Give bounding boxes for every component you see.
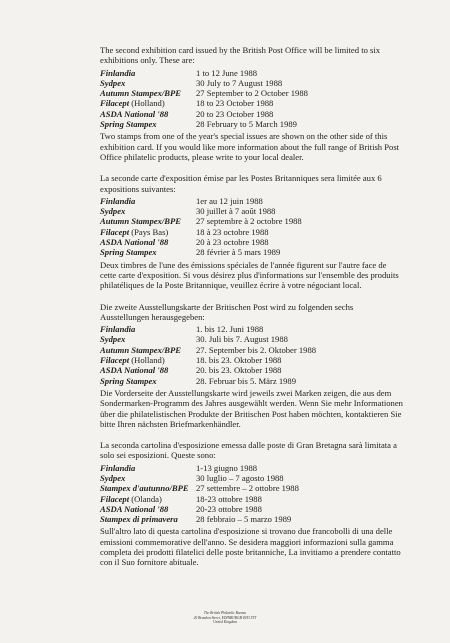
exhibition-dates: 30 luglio – 7 agosto 1988 <box>196 472 284 483</box>
exhibition-dates: 20-23 ottobre 1988 <box>196 503 262 514</box>
exhibition-row <box>100 206 404 216</box>
exhibition-name: ASDA National '88 <box>100 237 169 248</box>
exhibition-name: Spring Stampex <box>100 247 157 258</box>
exhibition-name: Autumn Stampex/BPE <box>100 88 181 99</box>
publisher-country: United Kingdom <box>213 620 237 625</box>
exhibition-name: Finlandia <box>100 462 136 473</box>
exhibition-dates: 30 juillet à 7 août 1988 <box>196 206 276 217</box>
exhibition-dates: 18 to 23 October 1988 <box>196 98 274 109</box>
section-german <box>100 302 404 430</box>
exhibition-country: (Pays Bas) <box>129 226 169 237</box>
exhibition-name: Finlandia <box>100 67 136 78</box>
section-english <box>100 45 404 162</box>
exhibition-row <box>100 247 404 257</box>
exhibition-name: Spring Stampex <box>100 119 157 130</box>
exhibition-dates: 1. bis 12. Juni 1988 <box>196 324 264 335</box>
exhibition-name: Finlandia <box>100 195 136 206</box>
section-italian <box>100 440 404 568</box>
exhibition-dates: 1-13 giugno 1988 <box>196 462 258 473</box>
exhibition-dates: 18-23 ottobre 1988 <box>196 493 262 504</box>
exhibition-name: Filacept <box>100 355 130 366</box>
exhibition-name: Autumn Stampex/BPE <box>100 216 181 227</box>
exhibition-dates: 27. September bis 2. Oktober 1988 <box>196 344 317 355</box>
exhibition-list <box>100 324 404 386</box>
exhibition-dates: 28 février à 5 mars 1989 <box>196 247 281 258</box>
closing-text: Deux timbres de l'une des émissions spéciales de l'année figurent sur l'autre face de cette carte d'exposition. Si vous désirez plus d'informations sur l'ensemble des produits philatéliques de la Poste Britannique, veuillez écrire à votre négociant local. <box>100 259 399 291</box>
exhibition-list <box>100 68 404 130</box>
exhibition-name: Sydpex <box>100 472 126 483</box>
exhibition-row <box>100 78 404 88</box>
exhibition-name: Stampex d'autunno/BPE <box>100 483 189 494</box>
exhibition-name: Sydpex <box>100 334 126 345</box>
exhibition-row <box>100 324 404 334</box>
exhibition-row <box>100 88 404 98</box>
exhibition-dates: 28. Februar bis 5. März 1989 <box>196 375 297 386</box>
exhibition-name: ASDA National '88 <box>100 365 169 376</box>
exhibition-name: ASDA National '88 <box>100 503 169 514</box>
exhibition-dates: 27 septembre à 2 octobre 1988 <box>196 216 302 227</box>
publisher-name: The British Philatelic Bureau <box>203 611 247 616</box>
exhibition-dates: 28 febbraio – 5 marzo 1989 <box>196 514 292 525</box>
exhibition-name: Filacept <box>100 226 130 237</box>
exhibition-dates: 28 February to 5 March 1989 <box>196 119 297 130</box>
exhibition-row <box>100 345 404 355</box>
exhibition-row <box>100 473 404 483</box>
exhibition-row <box>100 514 404 524</box>
exhibition-dates: 18 à 23 octobre 1988 <box>196 226 269 237</box>
exhibition-dates: 1er au 12 juin 1988 <box>196 195 263 206</box>
exhibition-dates: 1 to 12 June 1988 <box>196 67 258 78</box>
closing-text: Two stamps from one of the year's special issues are shown on the other side of this exhibition card. If you would like more information about the full range of British Post Office philatelic products, please write to your local dealer. <box>100 131 400 162</box>
exhibition-name: Filacept <box>100 98 130 109</box>
exhibition-row <box>100 365 404 375</box>
exhibition-row <box>100 196 404 206</box>
exhibition-row <box>100 237 404 247</box>
exhibition-row <box>100 355 404 365</box>
intro-text: Die zweite Ausstellungskarte der Britischen Post wird zu folgenden sechs Ausstellungen herausgegeben: <box>100 301 354 322</box>
exhibition-name: Filacept <box>100 493 130 504</box>
exhibition-list <box>100 463 404 525</box>
exhibition-name: Sydpex <box>100 206 126 217</box>
exhibition-row <box>100 494 404 504</box>
exhibition-row <box>100 98 404 108</box>
closing-text: Sull'altro lato di questa cartolina d'esposizione si trovano due francobolli di una delle emissioni commemorative dell'anno. Se desidera maggiori informazioni sulla gamma completa dei prodotti filatelici delle poste britanniche, La invitiamo a prendere contatto con il Suo fornitore abituale. <box>100 526 401 568</box>
exhibition-name: Stampex di primavera <box>100 514 178 525</box>
exhibition-name: Spring Stampex <box>100 375 157 386</box>
exhibition-row <box>100 376 404 386</box>
closing-text: Die Vorderseite der Ausstellungskarte wird jeweils zwei Marken zeigen, die aus dem Sondermarken-Programm des Jahres ausgewählt werden. Wenn Sie mehr Informationen über die philatelistischen Produkte der Britischen Post haben möchten, kontaktieren Sie bitte Ihren nächsten Briefmarkenhändler. <box>100 387 403 429</box>
exhibition-name: Finlandia <box>100 324 136 335</box>
exhibition-dates: 20 to 23 October 1988 <box>196 108 274 119</box>
intro-text: La seconde carte d'exposition émise par les Postes Britanniques sera limitée aux 6 expositions suivantes: <box>100 173 382 194</box>
exhibition-row <box>100 334 404 344</box>
exhibition-row <box>100 227 404 237</box>
section-french <box>100 173 404 290</box>
exhibition-name: Autumn Stampex/BPE <box>100 344 181 355</box>
exhibition-row <box>100 504 404 514</box>
publisher-street: 20 Brandon Street, EDINBURGH EH3 5TT <box>193 615 257 620</box>
exhibition-dates: 30 July to 7 August 1988 <box>196 77 283 88</box>
exhibition-list <box>100 196 404 258</box>
exhibition-country: (Holland) <box>129 98 165 109</box>
publisher-address <box>0 611 450 625</box>
intro-text: The second exhibition card issued by the British Post Office will be limited to six exhibitions only. These are: <box>100 45 381 66</box>
exhibition-row <box>100 483 404 493</box>
exhibition-row <box>100 68 404 78</box>
exhibition-row <box>100 463 404 473</box>
intro-text: La seconda cartolina d'esposizione emessa dalle poste di Gran Bretagna sarà limitata a solo sei esposizioni. Queste sono: <box>100 440 397 461</box>
exhibition-dates: 30. Juli bis 7. August 1988 <box>196 334 288 345</box>
exhibition-dates: 27 September to 2 October 1988 <box>196 88 308 99</box>
exhibition-row <box>100 216 404 226</box>
exhibition-dates: 20. bis 23. Oktober 1988 <box>196 365 282 376</box>
exhibition-dates: 20 à 23 octobre 1988 <box>196 237 269 248</box>
exhibition-dates: 27 settembre – 2 ottobre 1988 <box>196 483 299 494</box>
exhibition-country: (Olanda) <box>129 493 162 504</box>
exhibition-dates: 18. bis 23. Oktober 1988 <box>196 355 282 366</box>
exhibition-row <box>100 119 404 129</box>
exhibition-name: Sydpex <box>100 77 126 88</box>
exhibition-row <box>100 109 404 119</box>
exhibition-country: (Holland) <box>129 355 165 366</box>
exhibition-name: ASDA National '88 <box>100 108 169 119</box>
